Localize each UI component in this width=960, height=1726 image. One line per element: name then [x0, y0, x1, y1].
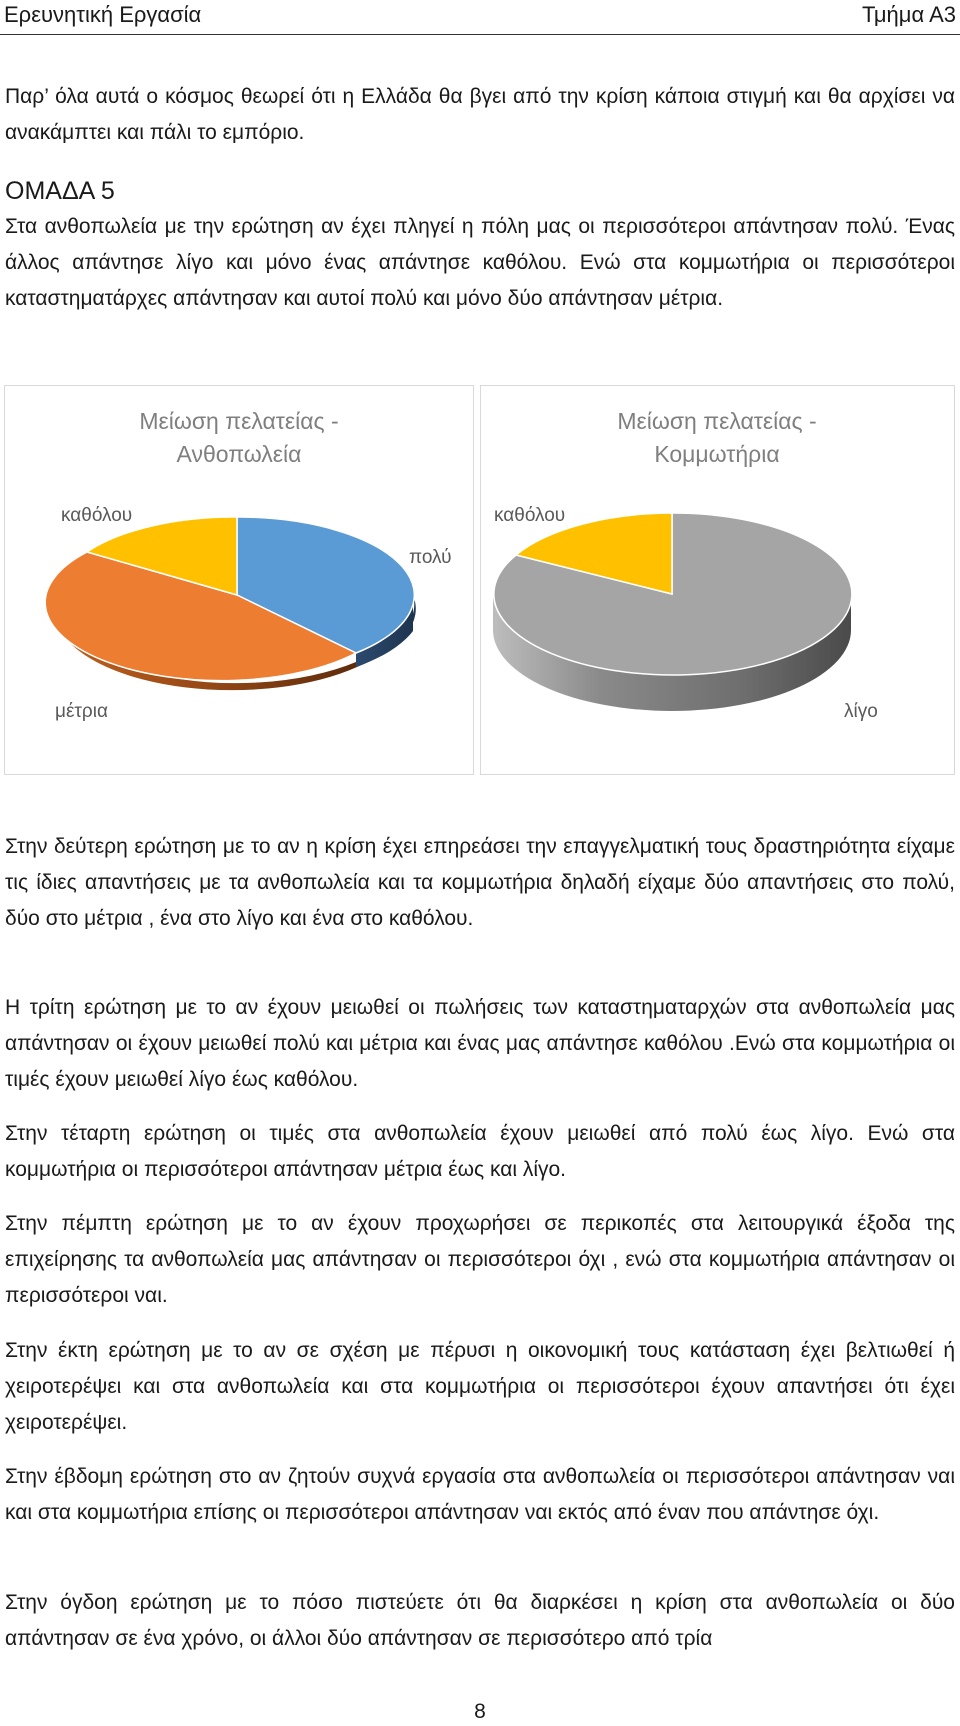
- label-poly: πολύ: [409, 547, 452, 568]
- page-number: 8: [474, 1700, 486, 1723]
- chart-anthopoleia-svg: [5, 386, 473, 774]
- chart-title-line-1: Μείωση πελατείας -: [617, 408, 817, 434]
- chart-title-line-1: Μείωση πελατείας -: [139, 408, 339, 434]
- page-header: [0, 0, 960, 35]
- group-paragraph: Στα ανθοπωλεία με την ερώτηση αν έχει πληγεί η πόλη μας οι περισσότεροι απάντησαν πολύ. Ένας άλλος απάντησε λίγο και μόνο ένας απάντησε καθόλου. Ενώ στα κομμωτήρια οι περισσότεροι καταστηματάρχες απάντησαν και αυτοί πολύ και μόνο δύο απάντησαν μέτρια.: [5, 215, 955, 310]
- header-title: Ερευνητική Εργασία: [4, 2, 202, 27]
- intro-paragraph: Παρ’ όλα αυτά ο κόσμος θεωρεί ότι η Ελλάδα θα βγει από την κρίση κάποια στιγμή και θα αρχίσει να ανακάμπτει και πάλι το εμπόριο.: [5, 85, 955, 144]
- paragraph-question-6: Στην έκτη ερώτηση με το αν σε σχέση με πέρυσι η οικονομική τους κατάσταση έχει βελτιωθεί ή χειροτερέψει και στα ανθοπωλεία και στα κομμωτήρια οι περισσότεροι έχουν απαντήσει ότι έχει χειροτερέψει.: [5, 1339, 955, 1434]
- label-katholou: καθόλου: [61, 505, 133, 526]
- group-heading: ΟΜΑΔΑ 5: [5, 177, 115, 205]
- paragraph-question-5: Στην πέμπτη ερώτηση με το αν έχουν προχωρήσει σε περικοπές στα λειτουργικά έξοδα της επιχείρησης τα ανθοπωλεία μας απάντησαν οι περισσότεροι όχι , ενώ στα κομμωτήρια απάντησαν οι περισσότεροι ναι.: [5, 1212, 955, 1307]
- chart-anthopoleia: [4, 385, 474, 775]
- chart-kommotiria: [480, 385, 955, 775]
- paragraph-question-3: Η τρίτη ερώτηση με το αν έχουν μειωθεί οι πωλήσεις των καταστηματαρχών στα ανθοπωλεία μας απάντησαν οι έχουν μειωθεί πολύ και μέτρια και ένας μας απάντησε καθόλου .Ενώ στα κομμωτήρια οι τιμές έχουν μειωθεί λίγο έως καθόλου.: [5, 996, 955, 1091]
- chart-title-line-2: Κομμωτήρια: [654, 441, 780, 467]
- paragraph-question-8: Στην όγδοη ερώτηση με το πόσο πιστεύετε ότι θα διαρκέσει η κρίση στα ανθοπωλεία οι δύο απάντησαν σε ένα χρόνο, οι άλλοι δύο απάντησαν σε περισσότερο από τρία: [5, 1591, 955, 1650]
- paragraph-question-7: Στην έβδομη ερώτηση στο αν ζητούν συχνά εργασία στα ανθοπωλεία οι περισσότεροι απάντησαν ναι και στα κομμωτήρια επίσης οι περισσότεροι απάντησαν ναι εκτός από έναν που απάντησε όχι.: [5, 1465, 955, 1524]
- paragraph-question-2: Στην δεύτερη ερώτηση με το αν η κρίση έχει επηρεάσει την επαγγελματική τους δραστηριότητα είχαμε τις ίδιες απαντήσεις με τα ανθοπωλεία και τα κομμωτήρια δηλαδή είχαμε δύο απαντήσεις στο πολύ, δύο στο μέτρια , ένα στο λίγο και ένα στο καθόλου.: [5, 835, 955, 930]
- label-metria: μέτρια: [55, 701, 108, 722]
- header-class: Τμήμα Α3: [862, 2, 956, 27]
- chart-kommotiria-svg: [481, 386, 954, 774]
- label-katholou: καθόλου: [494, 505, 566, 526]
- chart-title-line-2: Ανθοπωλεία: [176, 441, 302, 467]
- paragraph-question-4: Στην τέταρτη ερώτηση οι τιμές στα ανθοπωλεία έχουν μειωθεί από πολύ έως λίγο. Ενώ στα κομμωτήρια οι περισσότεροι απάντησαν μέτρια έως και λίγο.: [5, 1122, 955, 1181]
- label-ligo: λίγο: [844, 701, 878, 722]
